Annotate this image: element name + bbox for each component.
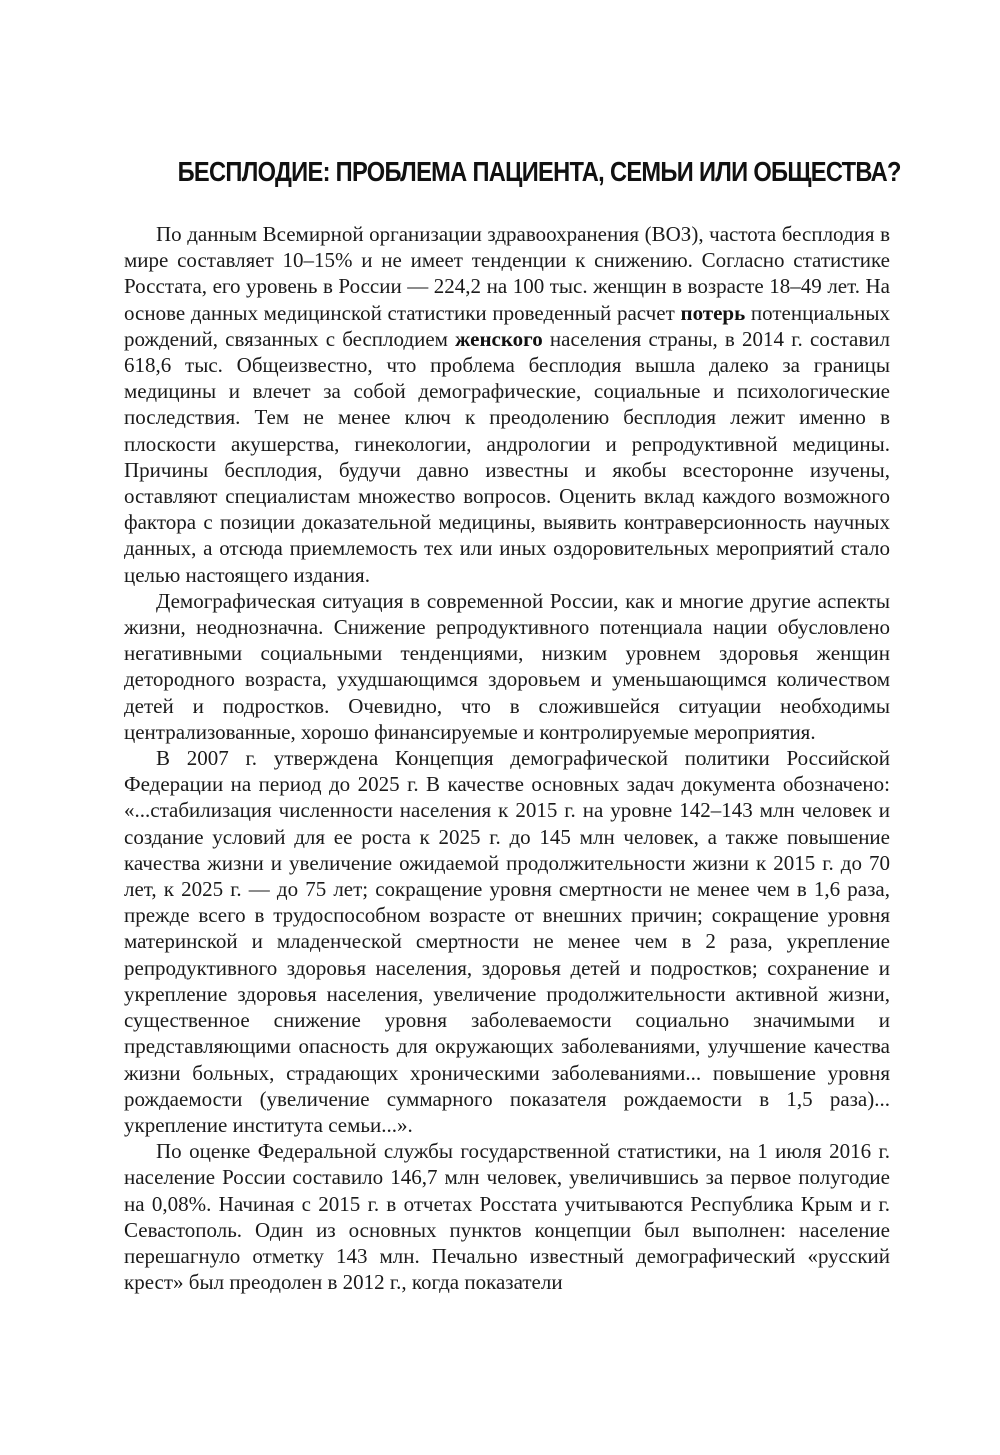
paragraph-3: В 2007 г. утверждена Концепция демографической политики Российской Федерации на период до 2025 г. В качестве основных задач документа обозначено: «...стабилизация численности населения к 2015 г. на уровне 142–143 млн человек и создание условий для ее роста к 2025 г. до 145 млн человек, а также повышение качества жизни и увеличение ожидаемой продолжительности жизни к 2015 г. до 70 лет, к 2025 г. — до 75 лет; сокращение уровня смертности не менее чем в 1,6 раза, прежде всего в трудоспособном возрасте от внешних причин; сокращение уровня материнской и младенческой смертности не менее чем в 2 раза, укрепление репродуктивного здоровья населения, здоровья детей и подростков; сохранение и укрепление здоровья населения, увеличение продолжительности активной жизни, существенное снижение уровня заболеваемости социально значимыми и представляющими опасность для окружающих заболеваниями, улучшение качества жизни больных, страдающих хроническими заболеваниями... повышение уровня рождаемости (увеличение суммарного показателя рождаемости в 1,5 раза)... укрепление института семьи...». (124, 746, 890, 1137)
paragraph-1-text-c: населения страны, в 2014 г. составил 618,6 тыс. Общеизвестно, что проблема бесплодия вышла далеко за границы медицины и влечет за собой демографические, социальные и психологические последствия. Тем не менее ключ к преодолению бесплодия лежит именно в плоскости акушерства, гинекологии, андрологии и репродуктивной медицины. Причины бесплодия, будучи давно известны и якобы всесторонне изучены, оставляют специалистам множество вопросов. Оценить вклад каждого возможного фактора с позиции доказательной медицины, выявить контраверсионность научных данных, а отсюда приемлемость тех или иных оздоровительных мероприятий стало целью настоящего издания. (124, 326, 890, 587)
paragraph-1 (124, 221, 890, 588)
bold-term-losses: потерь (680, 300, 746, 325)
page-title: БЕСПЛОДИЕ: ПРОБЛЕМА ПАЦИЕНТА, СЕМЬИ ИЛИ ОБЩЕСТВА? (177, 156, 901, 187)
document-page (124, 152, 901, 1295)
paragraph-1-text-b: потенциальных рождений, связанных с бесплодием (124, 300, 891, 351)
paragraph-4: По оценке Федеральной службы государственной статистики, на 1 июля 2016 г. население России составило 146,7 млн человек, увеличившись за первое полугодие на 0,08%. Начиная с 2015 г. в отчетах Росстата учитываются Республика Крым и г. Севастополь. Один из основных пунктов концепции был выполнен: население перешагнуло отметку 143 млн. Печально известный демографический «русский крест» был преодолен в 2012 г., когда показатели (124, 1139, 890, 1295)
body-text (124, 221, 890, 1295)
paragraph-1-text-a: По данным Всемирной организации здравоохранения (ВОЗ), частота бесплодия в мире составляет 10–15% и не имеет тенденции к снижению. Согласно статистике Росстата, его уровень в России — 224,2 на 100 тыс. женщин в возрасте 18–49 лет. На основе данных медицинской статистики проведенный расчет (124, 222, 890, 325)
paragraph-2: Демографическая ситуация в современной России, как и многие другие аспекты жизни, неоднозначна. Снижение репродуктивного потенциала нации обусловлено негативными социальными тенденциями, низким уровнем здоровья женщин детородного возраста, ухудшающимся здоровьем и уменьшающимся количеством детей и подростков. Очевидно, что в сложившейся ситуации необходимы централизованные, хорошо финансируемые и контролируемые мероприятия. (124, 588, 890, 744)
bold-term-female: женского (455, 326, 543, 351)
